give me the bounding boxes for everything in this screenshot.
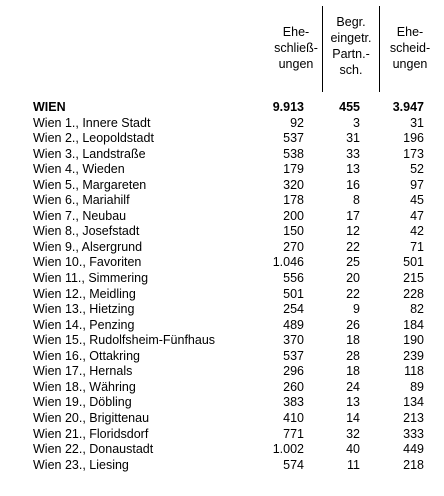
partnerships-value: 22 [346, 239, 360, 254]
table-row [0, 333, 444, 349]
marriages-value: 574 [283, 457, 304, 472]
district-name: Wien 12., Meidling [33, 286, 136, 301]
divorces-value: 501 [403, 255, 424, 270]
table-row [0, 318, 444, 334]
divorces-value: 71 [410, 239, 424, 254]
divorces-value: 333 [403, 426, 424, 441]
table-row [0, 349, 444, 365]
district-name: Wien 9., Alsergrund [33, 239, 143, 254]
divorces-value: 196 [403, 131, 424, 146]
table-row [0, 178, 444, 194]
district-name: Wien 16., Ottakring [33, 348, 140, 363]
divorces-value: 190 [403, 333, 424, 348]
partnerships-value: 17 [346, 208, 360, 223]
header-line: Ehe- [396, 25, 424, 39]
divorces-value: 449 [403, 442, 424, 457]
divorces-value: 52 [410, 162, 424, 177]
partnerships-value: 25 [346, 255, 360, 270]
header-line: Partn.- [332, 47, 370, 61]
marriages-value: 410 [283, 410, 304, 425]
divorces-value: 184 [403, 317, 424, 332]
district-name: Wien 2., Leopoldstadt [33, 131, 154, 146]
district-name: Wien 18., Währing [33, 379, 136, 394]
header-line: eingetr. [330, 31, 372, 45]
marriages-value: 320 [283, 177, 304, 192]
partnerships-value: 18 [346, 364, 360, 379]
partnerships-value: 33 [346, 146, 360, 161]
header-line: ungen [278, 57, 314, 71]
divorces-value: 97 [410, 177, 424, 192]
district-name: Wien 14., Penzing [33, 317, 135, 332]
partnerships-value: 31 [346, 131, 360, 146]
header-line: sch. [339, 63, 363, 77]
partnerships-value: 28 [346, 348, 360, 363]
district-name: Wien 20., Brigittenau [33, 410, 150, 425]
district-name: Wien 19., Döbling [33, 395, 132, 410]
marriages-value: 1.002 [272, 442, 304, 457]
divorces-value: 3.947 [392, 100, 424, 114]
table-row [0, 427, 444, 443]
table-row [0, 411, 444, 427]
divorces-value: 45 [410, 193, 424, 208]
partnerships-value: 9 [353, 302, 360, 317]
table-row [0, 193, 444, 209]
district-name: Wien 6., Mariahilf [33, 193, 130, 208]
partnerships-value: 13 [346, 162, 360, 177]
divorces-value: 215 [403, 271, 424, 285]
partnerships-value: 12 [346, 224, 360, 239]
district-name: Wien 21., Floridsdorf [33, 426, 149, 441]
district-name: Wien 8., Josefstadt [33, 224, 140, 239]
district-name: Wien 13., Hietzing [33, 302, 135, 317]
divorces-value: 228 [403, 286, 424, 301]
table-row [0, 255, 444, 271]
header-line: ungen [392, 57, 428, 71]
partnerships-value: 16 [346, 177, 360, 192]
divorces-value: 118 [404, 364, 424, 379]
total-row [0, 100, 444, 116]
divorces-value: 134 [403, 395, 424, 410]
table-row [0, 209, 444, 225]
district-name: WIEN [33, 100, 66, 114]
header-line: schließ- [274, 41, 318, 55]
marriages-value: 538 [283, 146, 304, 161]
marriages-value: 771 [283, 426, 304, 441]
partnerships-value: 22 [346, 286, 360, 301]
divorces-value: 173 [403, 146, 424, 161]
partnerships-value: 14 [346, 410, 360, 425]
header-marriages [270, 6, 322, 92]
header-partnerships [322, 6, 380, 92]
partnerships-value: 20 [346, 271, 360, 285]
district-name: Wien 15., Rudolfsheim-Fünfhaus [33, 333, 216, 348]
district-name: Wien 11., Simmering [33, 271, 149, 285]
divorces-value: 47 [410, 208, 424, 223]
table-row [0, 287, 444, 303]
partnerships-value: 26 [346, 317, 360, 332]
table-row [0, 116, 444, 132]
marriages-value: 556 [283, 271, 304, 285]
table-row [0, 131, 444, 147]
partnerships-value: 8 [353, 193, 360, 208]
table-row [0, 442, 444, 458]
marriages-value: 9.913 [272, 100, 304, 114]
district-name: Wien 22., Donaustadt [33, 442, 154, 457]
header-line: Begr. [336, 15, 366, 29]
district-name: Wien 4., Wieden [33, 162, 125, 177]
marriages-value: 296 [283, 364, 304, 379]
marriages-value: 383 [283, 395, 304, 410]
partnerships-value: 455 [339, 100, 360, 114]
marriages-value: 178 [283, 193, 304, 208]
header-line: scheid- [389, 41, 431, 55]
marriages-value: 537 [283, 348, 304, 363]
marriages-value: 200 [283, 208, 304, 223]
marriages-value: 270 [283, 239, 304, 254]
partnerships-value: 24 [346, 379, 360, 394]
marriages-value: 537 [283, 131, 304, 146]
divorces-value: 89 [410, 379, 424, 394]
marriages-value: 179 [283, 162, 304, 177]
district-name: Wien 17., Hernals [33, 364, 133, 379]
header-line: Ehe- [282, 25, 310, 39]
table-row [0, 271, 444, 287]
district-name: Wien 3., Landstraße [33, 146, 146, 161]
divorces-value: 213 [403, 410, 424, 425]
divorces-value: 82 [410, 302, 424, 317]
district-name: Wien 1., Innere Stadt [33, 115, 151, 130]
marriages-value: 489 [283, 317, 304, 332]
table-row [0, 240, 444, 256]
table-row [0, 364, 444, 380]
marriages-value: 92 [290, 115, 304, 130]
partnerships-value: 40 [346, 442, 360, 457]
marriages-value: 501 [283, 286, 304, 301]
marriages-value: 254 [283, 302, 304, 317]
divorces-value: 42 [410, 224, 424, 239]
partnerships-value: 3 [353, 115, 360, 130]
table-row [0, 224, 444, 240]
partnerships-value: 11 [347, 457, 360, 472]
table-row [0, 162, 444, 178]
marriages-value: 1.046 [272, 255, 304, 270]
header-divorces [380, 6, 440, 92]
district-name: Wien 5., Margareten [33, 177, 147, 192]
partnerships-value: 13 [346, 395, 360, 410]
partnerships-value: 32 [346, 426, 360, 441]
divorces-value: 239 [403, 348, 424, 363]
divorces-value: 31 [410, 115, 424, 130]
marriages-value: 150 [283, 224, 304, 239]
district-name: Wien 7., Neubau [33, 208, 127, 223]
table-row [0, 380, 444, 396]
table-row [0, 395, 444, 411]
district-name: Wien 23., Liesing [33, 457, 129, 472]
marriages-value: 260 [283, 379, 304, 394]
table-row [0, 458, 444, 474]
partnerships-value: 18 [346, 333, 360, 348]
table-row [0, 302, 444, 318]
district-name: Wien 10., Favoriten [33, 255, 142, 270]
divorces-value: 218 [403, 457, 424, 472]
marriages-value: 370 [283, 333, 304, 348]
table-row [0, 147, 444, 163]
